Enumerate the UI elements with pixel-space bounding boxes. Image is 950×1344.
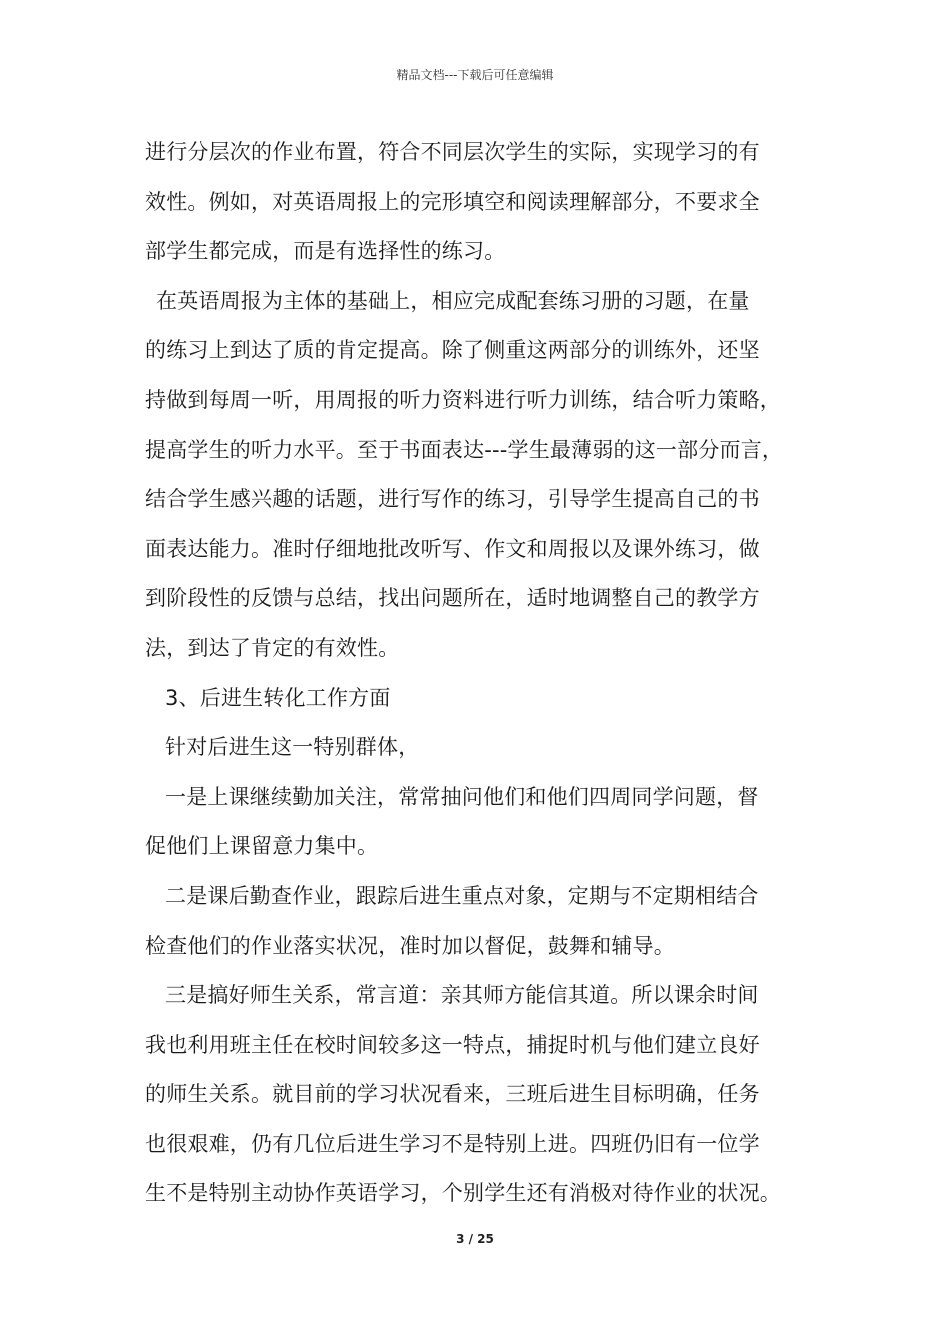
text-line: 部学生都完成，而是有选择性的练习。 <box>145 239 506 264</box>
text-line: 进行分层次的作业布置，符合不同层次学生的实际，实现学习的有 <box>145 140 760 164</box>
text-line: 持做到每周一听，用周报的听力资料进行听力训练，结合听力策略， <box>145 387 781 412</box>
text-line: 也很艰难，仍有几位后进生学习不是特别上进。四班仍旧有一位学 <box>145 1131 760 1156</box>
text-line: 二是课后勤查作业，跟踪后进生重点对象，定期与不定期相结合 <box>165 883 759 908</box>
section-heading: 3、后进生转化工作方面 <box>165 685 391 710</box>
text-line: 的师生关系。就目前的学习状况看来，三班后进生目标明确，任务 <box>145 1082 760 1107</box>
text-line: 检查他们的作业落实状况，准时加以督促，鼓舞和辅导。 <box>145 933 675 958</box>
text-line: 效性。例如，对英语周报上的完形填空和阅读理解部分，不要求全 <box>145 189 760 214</box>
text-line: 一是上课继续勤加关注，常常抽问他们和他们四周同学问题，督 <box>165 784 759 809</box>
text-line: 面表达能力。准时仔细地批改听写、作文和周报以及课外练习，做 <box>145 536 760 561</box>
text-line: 提高学生的听力水平。至于书面表达---学生最薄弱的这一部分而言， <box>145 437 784 462</box>
text-line: 法，到达了肯定的有效性。 <box>145 635 400 660</box>
text-line: 在英语周报为主体的基础上，相应完成配套练习册的习题，在量 <box>156 288 750 313</box>
text-line: 促他们上课留意力集中。 <box>145 834 379 859</box>
page-header: 精品文档---下载后可任意编辑 <box>396 68 554 82</box>
text-line: 生不是特别主动协作英语学习，个别学生还有消极对待作业的状况。 <box>145 1181 781 1206</box>
text-line: 到阶段性的反馈与总结，找出问题所在，适时地调整自己的教学方 <box>145 586 760 611</box>
page-number: 3 / 25 <box>456 1232 494 1246</box>
text-line: 我也利用班主任在校时间较多这一特点，捕捉时机与他们建立良好 <box>145 1032 760 1057</box>
document-body <box>145 128 825 1219</box>
text-line: 三是搞好师生关系，常言道：亲其师方能信其道。所以课余时间 <box>165 983 759 1008</box>
text-line: 结合学生感兴趣的话题，进行写作的练习，引导学生提高自己的书 <box>145 487 760 512</box>
text-line: 的练习上到达了质的肯定提高。除了侧重这两部分的训练外，还坚 <box>145 338 760 363</box>
text-line: 针对后进生这一特别群体， <box>165 735 420 760</box>
